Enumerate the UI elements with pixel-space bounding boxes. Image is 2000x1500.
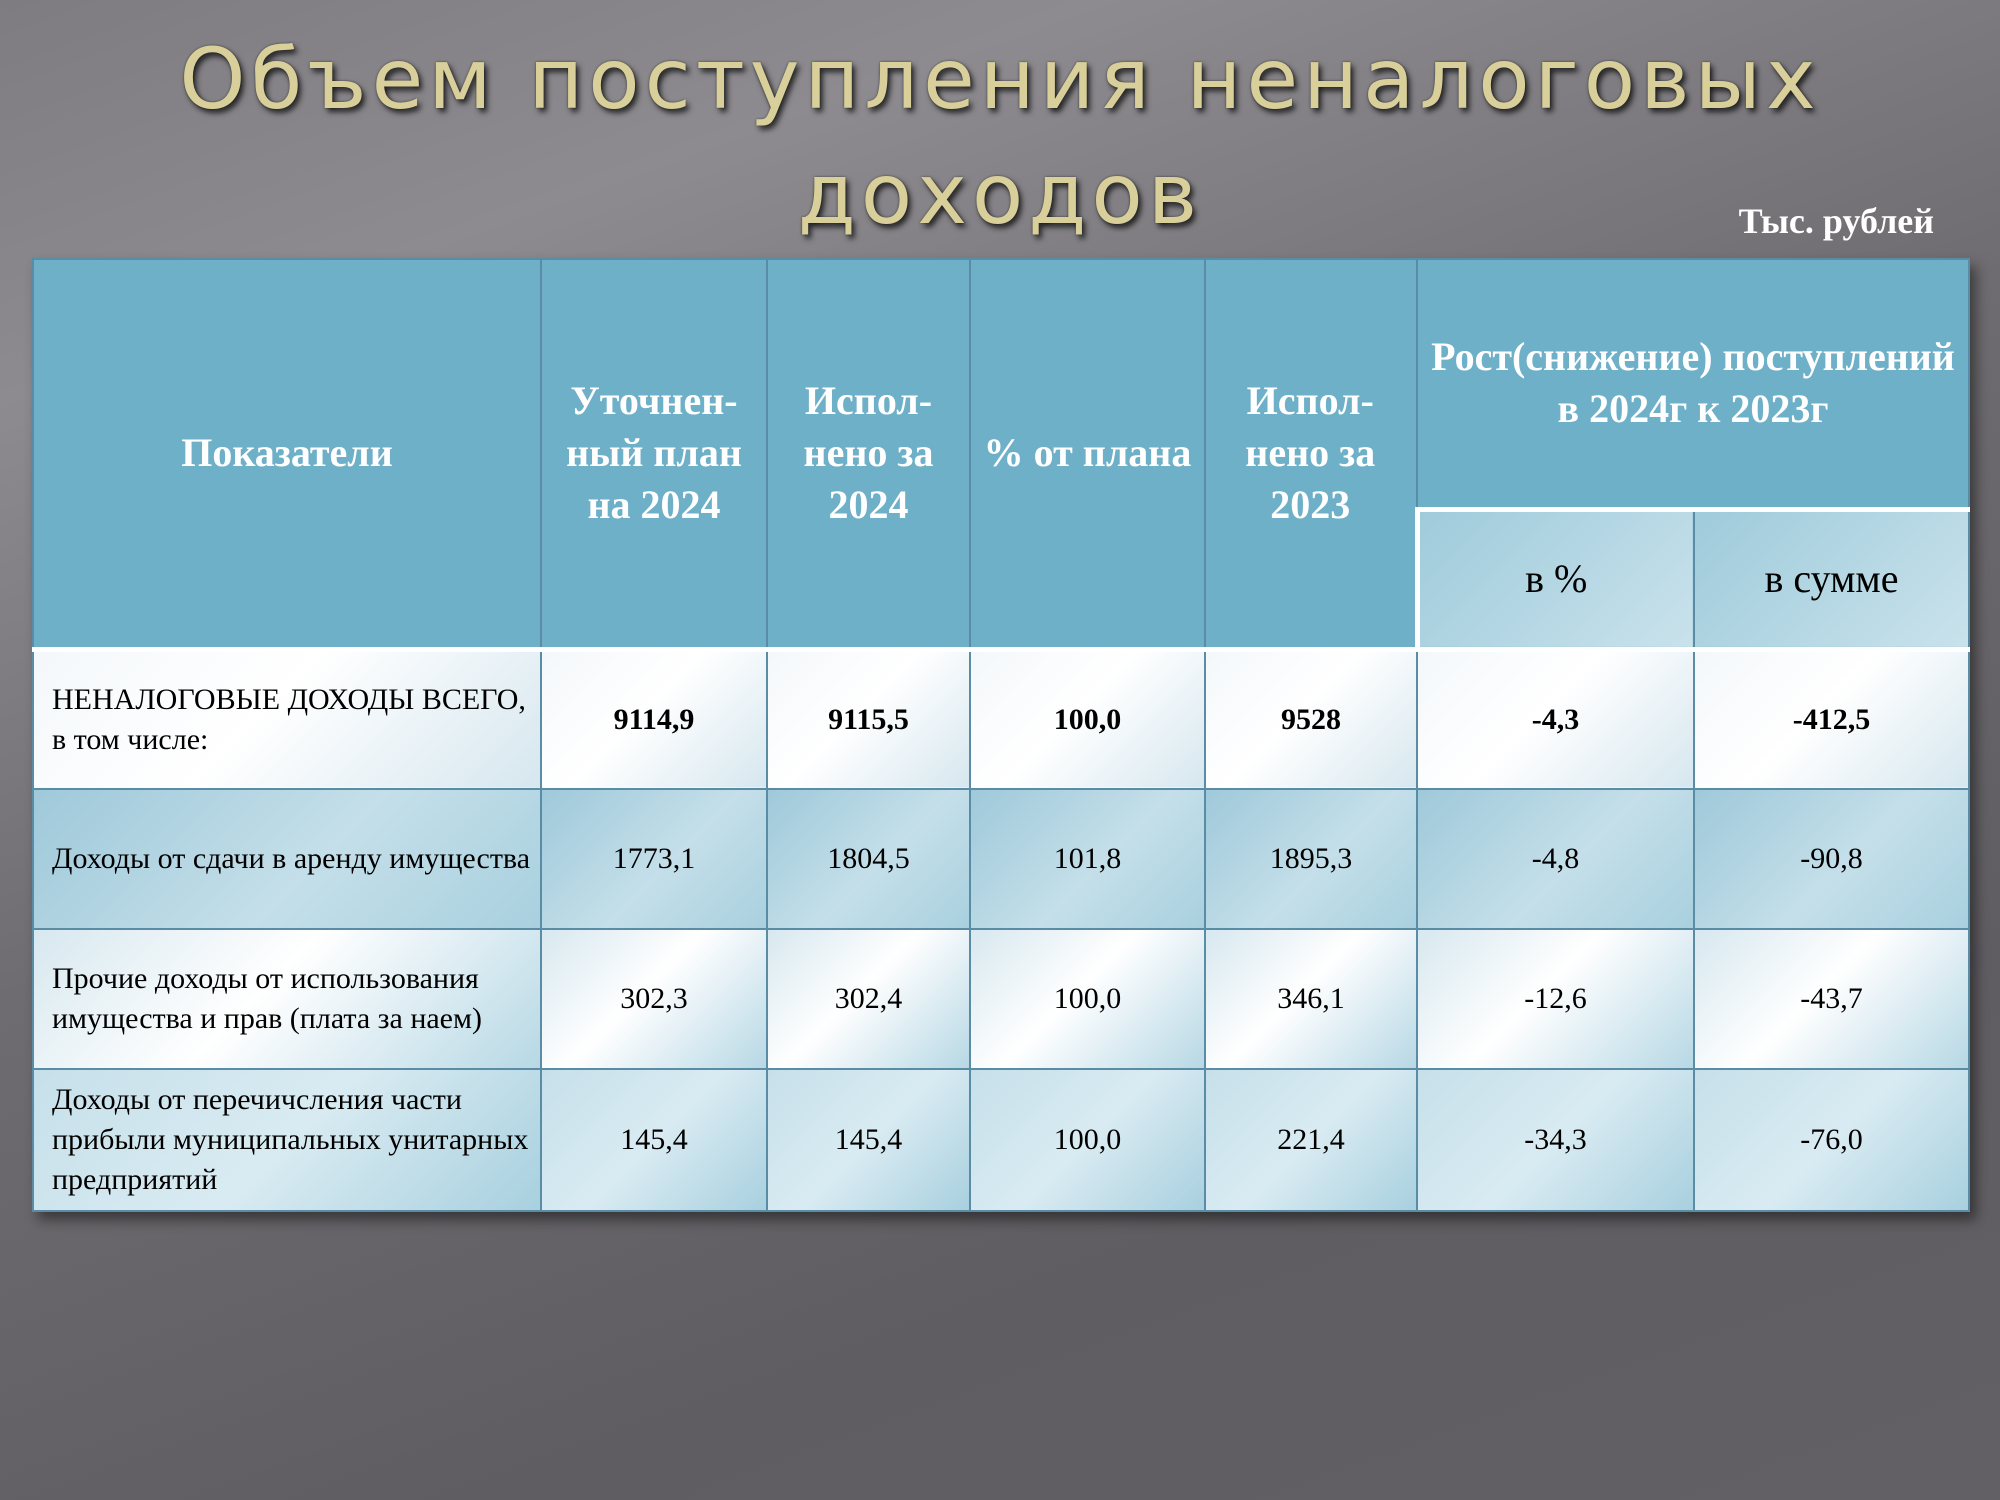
cell-growth-sum: -76,0 [1694,1069,1969,1211]
cell-actual-2024: 302,4 [767,929,970,1069]
header-indicator: Показатели [33,259,541,649]
table-header [33,259,1969,649]
row-label: Прочие доходы от использования имущества и прав (плата за наем) [33,929,541,1069]
header-row-top [33,259,1969,509]
cell-actual-2024: 1804,5 [767,789,970,929]
cell-growth-percent: -34,3 [1417,1069,1694,1211]
cell-actual-2023: 9528 [1205,649,1417,789]
cell-growth-percent: -12,6 [1417,929,1694,1069]
cell-growth-sum: -43,7 [1694,929,1969,1069]
cell-actual-2023: 346,1 [1205,929,1417,1069]
table-row [33,649,1969,789]
header-growth-percent: в % [1417,509,1694,649]
row-label: Доходы от перечичсления части прибыли муниципальных унитарных предприятий [33,1069,541,1211]
cell-percent-of-plan: 101,8 [970,789,1205,929]
table-body [33,649,1969,1211]
cell-plan-2024: 9114,9 [541,649,767,789]
cell-plan-2024: 1773,1 [541,789,767,929]
table-row [33,1069,1969,1211]
table-row [33,789,1969,929]
header-actual-2024: Испол-нено за 2024 [767,259,970,649]
cell-percent-of-plan: 100,0 [970,1069,1205,1211]
cell-growth-sum: -412,5 [1694,649,1969,789]
slide-title: Объем поступления неналоговых доходов [179,30,1821,243]
header-plan-2024: Уточнен-ный план на 2024 [541,259,767,649]
header-growth: Рост(снижение) поступлений в 2024г к 2023г [1417,259,1969,509]
cell-percent-of-plan: 100,0 [970,929,1205,1069]
row-label: Доходы от сдачи в аренду имущества [33,789,541,929]
cell-growth-sum: -90,8 [1694,789,1969,929]
cell-percent-of-plan: 100,0 [970,649,1205,789]
cell-actual-2024: 145,4 [767,1069,970,1211]
cell-actual-2024: 9115,5 [767,649,970,789]
cell-plan-2024: 302,3 [541,929,767,1069]
cell-growth-percent: -4,3 [1417,649,1694,789]
cell-growth-percent: -4,8 [1417,789,1694,929]
cell-plan-2024: 145,4 [541,1069,767,1211]
cell-actual-2023: 1895,3 [1205,789,1417,929]
table-row [33,929,1969,1069]
cell-actual-2023: 221,4 [1205,1069,1417,1211]
header-percent-of-plan: % от плана [970,259,1205,649]
row-label: НЕНАЛОГОВЫЕ ДОХОДЫ ВСЕГО, в том числе: [33,649,541,789]
header-growth-sum: в сумме [1694,509,1969,649]
units-label: Тыс. рублей [1738,201,1934,241]
header-actual-2023: Испол-нено за 2023 [1205,259,1417,649]
revenue-table [32,258,1970,1212]
